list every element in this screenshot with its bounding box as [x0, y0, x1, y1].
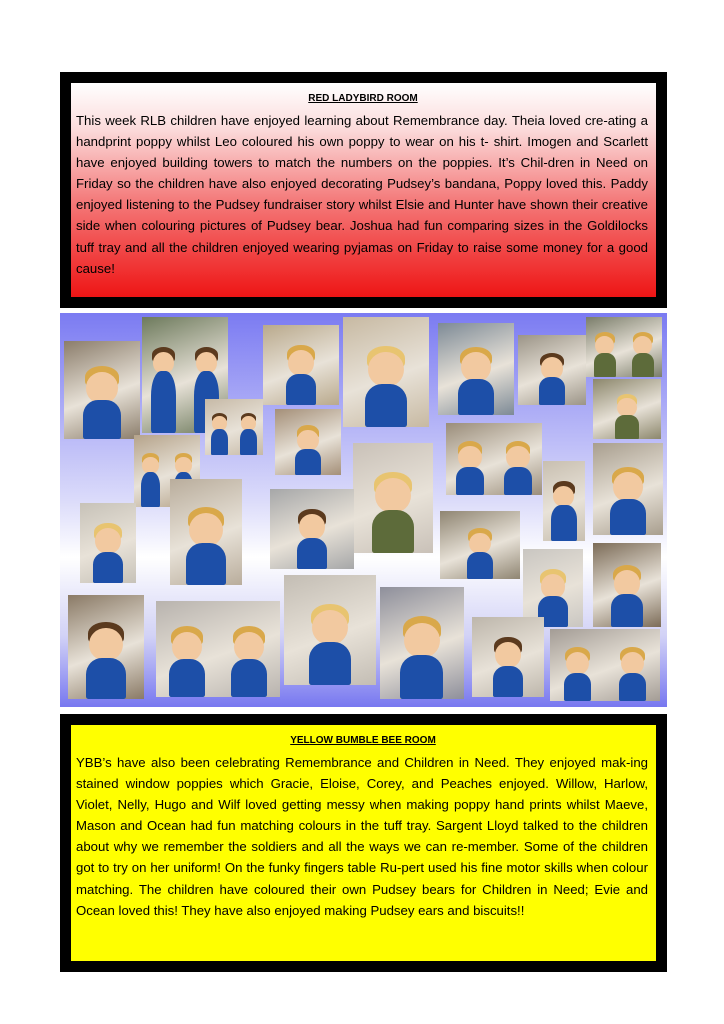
child-figure — [186, 509, 227, 585]
collage-photo — [170, 479, 242, 585]
collage-photo — [80, 503, 136, 583]
child-figure — [594, 334, 617, 377]
collage-photo — [438, 323, 514, 415]
collage-photo — [64, 341, 140, 439]
child-figure — [619, 649, 647, 701]
child-figure — [564, 649, 592, 701]
collage-photo — [593, 543, 661, 627]
collage-photo — [263, 325, 339, 405]
yellow-bumble-bee-room-section — [60, 714, 667, 972]
child-figure — [141, 455, 161, 507]
collage-photo — [156, 601, 280, 697]
child-figure — [231, 628, 268, 697]
child-figure — [365, 348, 407, 427]
child-figure — [151, 349, 177, 433]
child-figure — [615, 396, 638, 439]
collage-photo — [343, 317, 429, 427]
child-figure — [295, 427, 320, 475]
yellow-room-text: YBB’s have also been celebrating Remembrance and Children in Need. They enjoyed mak-ing stained window poppies which Gracie, Eloise, Corey, and Peaches enjoyed. Willow, Harlow, Violet, Nelly, Hugo and Wilf loved getting messy when making poppy hand prints whilst Maeve, Mason and Ocean had fun matching colours in the tuff tray. Sargent Lloyd talked to the children about why we remember the soldiers and all the ways we can re-member. Some of the children got to try on her uniform! On the funky fingers table Ru-pert used his fine motor skills when colour matching. The children have coloured their own Pudsey bears for Children in Need; Evie and Ocean loved this! They have also enjoyed making Pudsey ears and biscuits!! — [76, 755, 648, 918]
photo-collage — [60, 313, 667, 707]
child-figure — [467, 530, 493, 579]
child-figure — [551, 483, 576, 541]
yellow-room-title: YELLOW BUMBLE BEE ROOM — [290, 735, 436, 746]
collage-photo — [68, 595, 144, 699]
child-figure — [309, 606, 351, 685]
collage-photo — [380, 587, 464, 699]
collage-photo — [270, 489, 354, 569]
collage-photo — [523, 549, 583, 627]
collage-photo — [472, 617, 544, 697]
child-figure — [86, 624, 126, 699]
collage-photo — [446, 423, 542, 495]
collage-photo — [440, 511, 520, 579]
child-figure — [539, 355, 566, 405]
red-ladybird-room-section — [60, 72, 667, 308]
red-room-text: This week RLB children have enjoyed learning about Remembrance day. Theia loved cre-ating a handprint poppy whilst Leo coloured his own poppy to wear on his t- shirt. Imogen and Scarlett have enjoyed building towers to match the numbers on the poppies. It’s Chil-dren in Need on Friday so the children have also enjoyed decorating Pudsey’s bandana, Poppy loved this. Paddy enjoyed listening to the Pudsey fundraiser story whilst Elsie and Hunter have shown their creative side when colouring pictures of Pudsey bear. Joshua had fun comparing sizes in the Goldilocks tuff tray and all the children enjoyed wearing pyjamas on Friday to raise some money for a good cause! — [76, 113, 648, 276]
child-figure — [211, 415, 228, 455]
child-figure — [458, 349, 493, 415]
child-figure — [456, 443, 484, 495]
child-figure — [297, 511, 328, 569]
red-room-title: RED LADYBIRD ROOM — [308, 93, 418, 104]
child-figure — [286, 347, 317, 405]
collage-photo — [586, 317, 662, 377]
child-figure — [83, 368, 121, 439]
child-figure — [493, 639, 524, 697]
collage-photo — [550, 629, 660, 701]
collage-photo — [205, 399, 263, 455]
child-figure — [504, 443, 532, 495]
child-figure — [632, 334, 655, 377]
collage-photo — [284, 575, 376, 685]
child-figure — [372, 474, 414, 553]
collage-photo — [593, 379, 661, 439]
collage-photo — [518, 335, 586, 405]
child-figure — [240, 415, 257, 455]
child-figure — [611, 567, 643, 627]
collage-photo — [275, 409, 341, 475]
child-figure — [93, 525, 124, 583]
collage-photo — [593, 443, 663, 535]
child-figure — [610, 469, 645, 535]
child-figure — [169, 628, 206, 697]
child-figure — [400, 618, 443, 699]
collage-photo — [543, 461, 585, 541]
collage-photo — [353, 443, 433, 553]
